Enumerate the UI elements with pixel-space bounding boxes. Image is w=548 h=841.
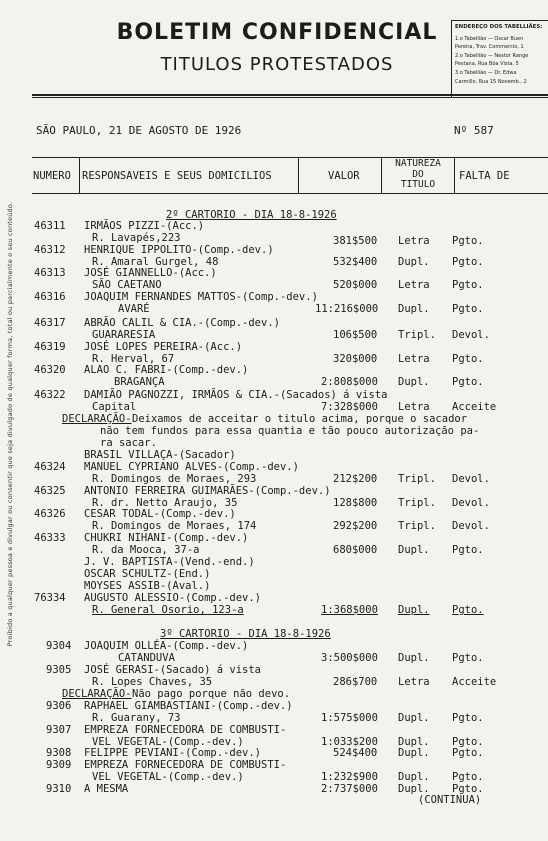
row-valor: 320$000: [333, 353, 378, 365]
row-valor: 1:033$200: [321, 736, 378, 748]
row-name: JOAQUIM FERNANDES MATTOS-(Comp.-dev.): [84, 291, 318, 303]
address-line: 3.o Tabellião — Dr. Edwa: [455, 69, 517, 76]
row-number: 46320: [34, 364, 66, 376]
address-line: 1.o Tabellião — Oscar Buen: [455, 35, 524, 42]
side-notice: Proibido a qualquer pessoa e divulgar ou consentir que seja divulgado de qualquer forma, total ou parcialmente o seu conteúdo.: [6, 201, 14, 647]
row-falta: Pgto.: [452, 279, 484, 291]
row-name: ABRÃO CALIL & CIA.-(Comp.-dev.): [84, 317, 280, 329]
row-name: JOSÉ LOPES PEREIRA-(Acc.): [84, 341, 243, 353]
declaracao-text: Deixamos de acceitar o titulo acima, porque o sacador: [132, 413, 468, 425]
row-valor: 381$500: [333, 235, 378, 247]
row-tipo: Tripl.: [398, 329, 436, 341]
col-valor: VALOR: [328, 169, 360, 182]
row-tipo: Dupl.: [398, 736, 430, 748]
row-tipo: Dupl.: [398, 376, 430, 388]
address-line: Pereira, Trav. Commercio, 1: [455, 44, 524, 51]
row-tipo: Dupl.: [398, 544, 430, 556]
row-tipo: Letra: [398, 676, 430, 688]
row-valor: 532$400: [333, 256, 378, 268]
row-valor: 1:232$900: [321, 771, 378, 783]
address-heading: ENDEREÇO DOS TABELLIÃES:: [455, 24, 543, 30]
column-header: [32, 157, 548, 194]
row-address: R. Domingos de Moraes, 174: [92, 520, 257, 532]
row-valor: 524$400: [333, 747, 378, 759]
row-falta: Pgto.: [452, 256, 484, 268]
section-heading: 2º CARTORIO - DIA 18-8-1926: [166, 209, 337, 221]
declaracao-label: DECLARAÇÃO-: [62, 413, 132, 425]
row-tipo: Dupl.: [398, 771, 430, 783]
extra-party: OSCAR SCHULTZ-(End.): [84, 568, 211, 580]
row-falta: Pgto.: [452, 303, 484, 315]
row-number: 9308: [46, 747, 72, 759]
natureza-line: NATUREZA: [395, 158, 441, 169]
row-valor: 3:500$000: [321, 652, 378, 664]
row-valor: 1:575$000: [321, 712, 378, 724]
row-tipo: Letra: [398, 353, 430, 365]
page-subtitle: TITULOS PROTESTADOS: [160, 54, 394, 75]
row-number: 9307: [46, 724, 72, 736]
section-heading: 3º CARTORIO - DIA 18-8-1926: [160, 628, 331, 640]
declaracao-label: DECLARAÇÃO-: [62, 688, 132, 700]
row-address: R. Herval, 67: [92, 353, 175, 365]
row-name: JOAQUIM OLLÉA-(Comp.-dev.): [84, 640, 249, 652]
row-falta: Devol.: [452, 329, 490, 341]
row-address: SÃO CAETANO: [92, 279, 162, 291]
row-valor: 2:737$000: [321, 783, 378, 795]
row-name: CESAR TODAL-(Comp.-dev.): [84, 508, 236, 520]
address-line: Pestana, Rua Bôa Vista, 5: [455, 61, 519, 68]
row-number: 9310: [46, 783, 72, 795]
declaracao-text: não tem fundos para essa quantia e tão pouco autorização pa-: [100, 425, 480, 437]
row-tipo: Dupl.: [398, 652, 430, 664]
row-number: 46324: [34, 461, 66, 473]
row-number: 46326: [34, 508, 66, 520]
row-name: CHUKRI NIHANI-(Comp.-dev.): [84, 532, 249, 544]
page-title: BOLETIM CONFIDENCIAL: [116, 20, 438, 45]
row-address: R. General Osorio, 123-a: [92, 604, 244, 616]
row-tipo: Dupl.: [398, 747, 430, 759]
row-falta: Pgto.: [452, 235, 484, 247]
natureza-line: TITULO: [400, 179, 436, 190]
row-valor: 7:328$000: [321, 401, 378, 413]
row-address: R. dr. Netto Araujo, 35: [92, 497, 238, 509]
row-address: R. Guarany, 73: [92, 712, 181, 724]
row-number: 46322: [34, 389, 66, 401]
row-number: 9304: [46, 640, 72, 652]
row-tipo: Tripl.: [398, 497, 436, 509]
col-falta: FALTA DE: [459, 169, 510, 182]
row-number: 46319: [34, 341, 66, 353]
row-name: A MESMA: [84, 783, 129, 795]
row-valor: 128$800: [333, 497, 378, 509]
row-falta: Pgto.: [452, 736, 484, 748]
row-tipo: Letra: [398, 279, 430, 291]
row-address: R. Lopes Chaves, 35: [92, 676, 213, 688]
row-tipo: Letra: [398, 235, 430, 247]
row-name: EMPREZA FORNECEDORA DE COMBUSTI-: [84, 759, 287, 771]
row-name: ANTONIO FERREIRA GUIMARÃES-(Comp.-dev.): [84, 485, 331, 497]
extra-party: J. V. BAPTISTA-(Vend.-end.): [84, 556, 255, 568]
row-name: FELIPPE PEVIANI-(Comp.-dev.): [84, 747, 262, 759]
row-number: 9306: [46, 700, 72, 712]
extra-party: BRASIL VILLAÇA-(Sacador): [84, 449, 236, 461]
row-tipo: Dupl.: [398, 256, 430, 268]
row-valor: 1:368$000: [321, 604, 378, 616]
row-valor: 106$500: [333, 329, 378, 341]
row-falta: Acceite: [452, 676, 497, 688]
row-falta: Devol.: [452, 497, 490, 509]
col-divider: [454, 158, 455, 193]
row-falta: Devol.: [452, 473, 490, 485]
row-valor: 11:216$000: [315, 303, 379, 315]
row-valor: 2:808$000: [321, 376, 378, 388]
row-tipo: Letra: [398, 401, 430, 413]
row-number: 46325: [34, 485, 66, 497]
declaracao-text: ra sacar.: [100, 437, 157, 449]
col-divider: [298, 158, 299, 193]
row-falta: Pgto.: [452, 771, 484, 783]
row-name: JOSÉ GIANNELLO-(Acc.): [84, 267, 217, 279]
row-falta: Pgto.: [452, 604, 484, 616]
dateline: SÃO PAULO, 21 DE AGOSTO DE 1926: [36, 124, 242, 137]
row-name: HENRIQUE IPPOLITO-(Comp.-dev.): [84, 244, 274, 256]
row-address: R. da Mooca, 37-a: [92, 544, 200, 556]
row-address: VEL VEGETAL-(Comp.-dev.): [92, 736, 244, 748]
row-address: BRAGANÇA: [114, 376, 165, 388]
row-number: 9309: [46, 759, 72, 771]
row-address: VEL VEGETAL-(Comp.-dev.): [92, 771, 244, 783]
row-tipo: Dupl.: [398, 303, 430, 315]
row-name: IRMÃOS PIZZI-(Acc.): [84, 220, 205, 232]
row-address: CATANDUVA: [118, 652, 175, 664]
row-falta: Devol.: [452, 520, 490, 532]
row-number: 46312: [34, 244, 66, 256]
row-valor: 286$700: [333, 676, 378, 688]
row-falta: Pgto.: [452, 353, 484, 365]
issue-number: Nº 587: [454, 124, 494, 137]
row-name: AUGUSTO ALESSIO-(Comp.-dev.): [84, 592, 262, 604]
row-number: 76334: [34, 592, 66, 604]
row-tipo: Tripl.: [398, 473, 436, 485]
header-rule-thin: [32, 97, 548, 98]
row-number: 46311: [34, 220, 66, 232]
row-falta: Pgto.: [452, 652, 484, 664]
row-name: RAPHAEL GIAMBASTIANI-(Comp.-dev.): [84, 700, 293, 712]
col-numero: NUMERO: [33, 169, 71, 182]
row-address: Capital: [92, 401, 137, 413]
row-valor: 680$000: [333, 544, 378, 556]
row-name: MANUEL CYPRIANO ALVES-(Comp.-dev.): [84, 461, 299, 473]
row-falta: Pgto.: [452, 783, 484, 795]
row-number: 46313: [34, 267, 66, 279]
row-address: R. Lavapés,223: [92, 232, 181, 244]
row-number: 46333: [34, 532, 66, 544]
row-number: 46316: [34, 291, 66, 303]
extra-party: MOYSES ASSIB-(Aval.): [84, 580, 211, 592]
declaracao-text: Não pago porque não devo.: [132, 688, 291, 700]
row-number: 46317: [34, 317, 66, 329]
row-address: R. Amaral Gurgel, 48: [92, 256, 219, 268]
address-line: 2.o Tabellião — Nestor Range: [455, 52, 529, 59]
row-valor: 212$200: [333, 473, 378, 485]
row-falta: Pgto.: [452, 747, 484, 759]
row-tipo: Dupl.: [398, 604, 430, 616]
row-address: R. Domingos de Moraes, 293: [92, 473, 257, 485]
natureza-line: DO: [412, 168, 424, 180]
header-rule: [32, 94, 548, 96]
row-name: DAMIÃO PAGNOZZI, IRMÃOS & CIA.-(Sacados) á vista: [84, 389, 388, 401]
row-name: EMPREZA FORNECEDORA DE COMBUSTI-: [84, 724, 287, 736]
row-address: GUARARESIA: [92, 329, 156, 341]
row-tipo: Tripl.: [398, 520, 436, 532]
row-tipo: Dupl.: [398, 783, 430, 795]
row-falta: Pgto.: [452, 376, 484, 388]
row-falta: Pgto.: [452, 712, 484, 724]
row-number: 9305: [46, 664, 72, 676]
row-name: ALAO C. FABRI-(Comp.-dev.): [84, 364, 249, 376]
row-name: JOSÉ GERASI-(Sacado) á vista: [84, 664, 262, 676]
row-valor: 520$000: [333, 279, 378, 291]
address-box: [451, 20, 548, 98]
address-line: Carmillo, Rua 15 Novemb., 2: [455, 78, 527, 85]
row-falta: Pgto.: [452, 544, 484, 556]
col-divider: [79, 158, 80, 193]
row-valor: 292$200: [333, 520, 378, 532]
col-natureza: [382, 159, 454, 191]
col-responsaveis: RESPONSAVEIS E SEUS DOMICILIOS: [82, 169, 272, 182]
row-tipo: Dupl.: [398, 712, 430, 724]
row-falta: Acceite: [452, 401, 497, 413]
row-address: AVARÉ: [118, 303, 150, 315]
continua-note: (CONTINUA): [418, 794, 482, 806]
